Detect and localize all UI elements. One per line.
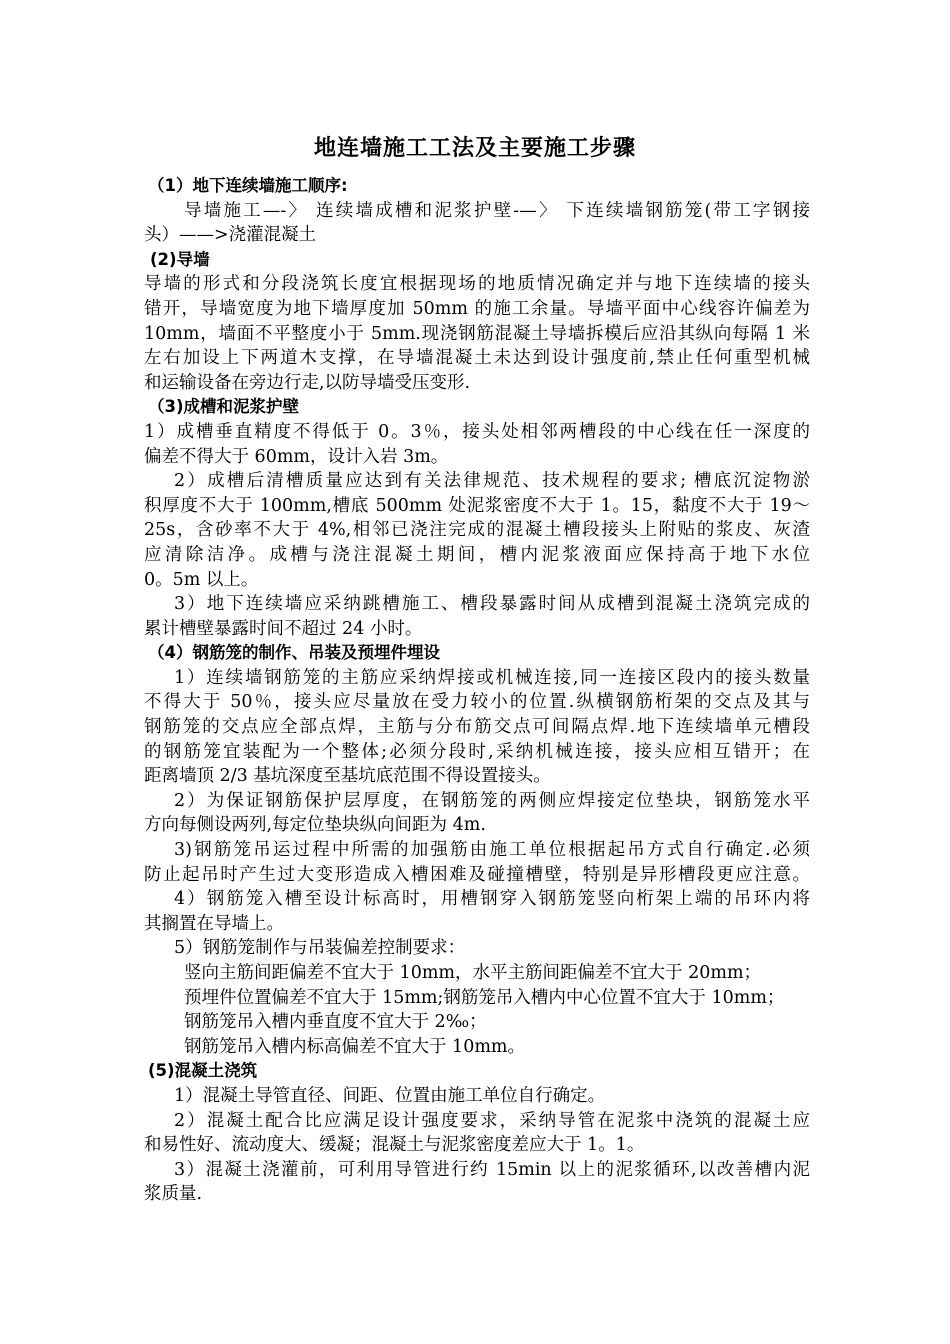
text-line: 应清除洁净。成槽与浇注混凝土期间，槽内泥浆液面应保持高于地下水位 xyxy=(144,544,810,565)
text-line: 竖向主筋间距偏差不宜大于 10mm，水平主筋间距偏差不宜大于 20mm； xyxy=(184,963,762,983)
text-line: 25s，含砂率不大于 4%,相邻已浇注完成的混凝土槽段接头上附贴的浆皮、灰渣 xyxy=(144,520,810,541)
text-line: 钢筋笼吊入槽内标高偏差不宜大于 10mm。 xyxy=(184,1036,526,1057)
text-line: 3)钢筋笼吊运过程中所需的加强筋由施工单位根据起吊方式自行确定.必须 xyxy=(174,840,810,861)
text-line: 积厚度不大于 100mm,槽底 500mm 处泥浆密度不大于 1。15，黏度不大于 19～ xyxy=(144,495,810,516)
text-line: 累计槽壁暴露时间不超过 24 小时。 xyxy=(144,618,423,639)
text-line: 不得大于 50％，接头应尽量放在受力较小的位置.纵横钢筋桁架的交点及其与 xyxy=(144,692,810,713)
text-line: 5）钢筋笼制作与吊装偏差控制要求： xyxy=(174,938,466,959)
text-line: 距离墙顶 2/3 基坑深度至基坑底范围不得设置接头。 xyxy=(144,766,551,787)
text-line: 浆质量. xyxy=(144,1184,203,1205)
text-line: 预埋件位置偏差不宜大于 15mm;钢筋笼吊入槽内中心位置不宜大于 10mm； xyxy=(184,987,785,1008)
text-line: 0。5m 以上。 xyxy=(144,569,259,590)
section-heading: （1）地下连续墙施工顺序: xyxy=(148,176,348,195)
text-line: 钢筋笼的交点应全部点焊，主筋与分布筋交点可间隔点焊.地下连续墙单元槽段 xyxy=(144,717,810,738)
text-line: 防止起吊时产生过大变形造成入槽困难及碰撞槽壁，特别是异形槽段更应注意。 xyxy=(144,864,810,885)
text-line: 3）混凝土浇灌前，可利用导管进行约 15min 以上的泥浆循环,以改善槽内泥 xyxy=(174,1159,810,1180)
document-body xyxy=(144,174,810,1207)
text-line: 左右加设上下两道木支撑，在导墙混凝土未达到设计强度前,禁止任何重型机械 xyxy=(144,348,810,369)
text-line: 1）成槽垂直精度不得低于 0。3％，接头处相邻两槽段的中心线在任一深度的 xyxy=(144,421,810,442)
text-line: 1）混凝土导管直径、间距、位置由施工单位自行确定。 xyxy=(174,1085,606,1106)
document-title: 地连墙施工工法及主要施工步骤 xyxy=(313,136,636,161)
text-line: 2）成槽后清槽质量应达到有关法律规范、技术规程的要求; 槽底沉淀物淤 xyxy=(174,471,810,492)
text-line: 其搁置在导墙上。 xyxy=(144,913,284,934)
text-line: 偏差不得大于 60mm，设计入岩 3m。 xyxy=(144,446,449,467)
text-line: 10mm，墙面不平整度小于 5mm.现浇钢筋混凝土导墙拆模后应沿其纵向每隔 1 米 xyxy=(144,323,810,344)
text-line: 2）为保证钢筋保护层厚度，在钢筋笼的两侧应焊接定位垫块，钢筋笼水平 xyxy=(174,790,810,811)
text-line: 错开，导墙宽度为地下墙厚度加 50mm 的施工余量。导墙平面中心线容许偏差为 xyxy=(144,298,810,319)
text-line: 钢筋笼吊入槽内垂直度不宜大于 2‰； xyxy=(184,1012,487,1033)
section-heading: （3)成槽和泥浆护壁 xyxy=(148,397,300,417)
text-line: 4）钢筋笼入槽至设计标高时，用槽钢穿入钢筋笼竖向桁架上端的吊环内将 xyxy=(174,889,810,910)
text-line: 的钢筋笼宜装配为一个整体;必须分段时,采纳机械连接，接头应相互错开；在 xyxy=(144,741,810,762)
text-line: 导墙施工—-〉 连续墙成槽和泥浆护壁-—〉 下连续墙钢筋笼(带工字钢接 xyxy=(184,200,810,221)
text-line: 导墙的形式和分段浇筑长度宜根据现场的地质情况确定并与地下连续墙的接头 xyxy=(144,274,810,295)
text-line: 方向每侧设两列,每定位垫块纵向间距为 4m. xyxy=(144,815,486,836)
section-heading: （4）钢筋笼的制作、吊装及预埋件埋设 xyxy=(148,643,440,663)
text-line: 1）连续墙钢筋笼的主筋应采纳焊接或机械连接,同一连接区段内的接头数量 xyxy=(174,667,810,688)
text-line: 和易性好、流动度大、缓凝；混凝土与泥浆密度差应大于 1。1。 xyxy=(144,1135,645,1156)
text-line: 3）地下连续墙应采纳跳槽施工、槽段暴露时间从成槽到混凝土浇筑完成的 xyxy=(174,594,810,615)
section-heading: (5)混凝土浇筑 xyxy=(148,1061,258,1081)
text-line: 2）混凝土配合比应满足设计强度要求，采纳导管在泥浆中浇筑的混凝土应 xyxy=(174,1110,810,1131)
section-heading: (2)导墙 xyxy=(150,249,210,269)
text-line: 和运输设备在旁边行走,以防导墙受压变形. xyxy=(144,372,471,393)
text-line: 头）——>浇灌混凝土 xyxy=(144,225,317,246)
